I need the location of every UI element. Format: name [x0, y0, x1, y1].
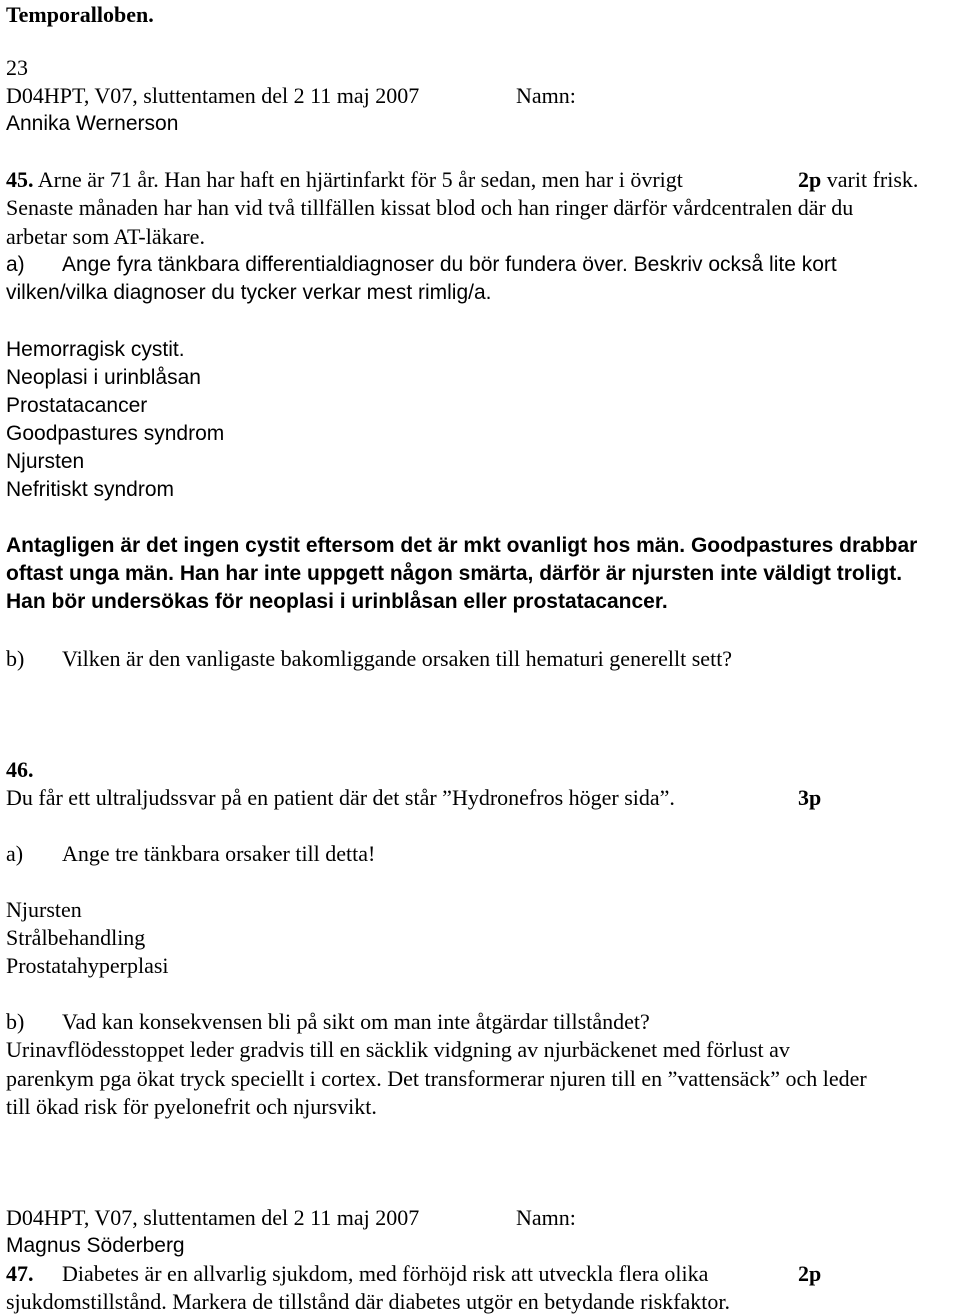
answer-line: Strålbehandling [6, 925, 146, 950]
author-name: Magnus Söderberg [6, 1234, 185, 1257]
q45a-text: Ange fyra tänkbara differentialdiagnoser du bör fundera över. Beskriv också lite kort [62, 253, 837, 276]
item-label: b) [6, 646, 25, 671]
q45a-line1 [6, 252, 837, 278]
question-number: 46. [6, 757, 34, 782]
answer-line: Hemorragisk cystit. [6, 338, 185, 361]
q45-line3: arbetar som AT-läkare. [6, 224, 205, 249]
temporalloben-line: Temporalloben. [6, 2, 154, 27]
answer-line: Njursten [6, 897, 82, 922]
exam-header-1 [6, 83, 576, 109]
q47-text: Diabetes är en allvarlig sjukdom, med förhöjd risk att utveckla flera olika [62, 1261, 709, 1286]
q45-points-wrap [798, 167, 918, 193]
q46-line [6, 785, 822, 811]
page-number: 23 [6, 55, 28, 80]
item-label: b) [6, 1009, 25, 1034]
points-badge: 2p [798, 1261, 822, 1286]
q45-text: Arne är 71 år. Han har haft en hjärtinfarkt för 5 år sedan, men har i övrigt [37, 167, 683, 192]
answer-line: Goodpastures syndrom [6, 422, 225, 445]
answer-line: Nefritiskt syndrom [6, 478, 175, 501]
q46a-text: Ange tre tänkbara orsaker till detta! [62, 841, 376, 866]
conclusion-line: Antagligen är det ingen cystit eftersom det är mkt ovanligt hos män. Goodpastures drabbar [6, 534, 918, 557]
q46b-line [6, 1009, 650, 1035]
answer-line: Neoplasi i urinblåsan [6, 366, 201, 389]
answer-paragraph-line: till ökad risk för pyelonefrit och njursvikt. [6, 1094, 377, 1119]
question-number: 45. [6, 167, 34, 192]
q45b-line [6, 646, 732, 672]
q45b-text: Vilken är den vanligaste bakomliggande orsaken till hematuri generellt sett? [62, 646, 733, 671]
q45-line1 [6, 167, 919, 193]
conclusion-line: oftast unga män. Han har inte uppgett någon smärta, därför är njursten inte väldigt troligt. [6, 562, 903, 585]
q45a-line2: vilken/vilka diagnoser du tycker verkar mest rimlig/a. [6, 281, 492, 304]
namn-label: Namn: [516, 83, 576, 108]
q45-line2: Senaste månaden har han vid två tillfällen kissat blod och han ringer därför vårdcentralen där du [6, 195, 854, 220]
course-line: D04HPT, V07, sluttentamen del 2 11 maj 2007 [6, 83, 420, 108]
q46-text: Du får ett ultraljudssvar på en patient där det står ”Hydronefros höger sida”. [6, 785, 675, 810]
answer-line: Njursten [6, 450, 85, 473]
exam-header-2 [6, 1205, 576, 1231]
namn-label: Namn: [516, 1205, 576, 1230]
q47-line1 [6, 1261, 822, 1287]
points-badge: 3p [798, 785, 822, 810]
q45-text-end: varit frisk. [826, 167, 919, 192]
question-number: 47. [6, 1261, 34, 1286]
q46b-text: Vad kan konsekvensen bli på sikt om man inte åtgärdar tillståndet? [62, 1009, 650, 1034]
answer-line: Prostatacancer [6, 394, 148, 417]
item-label: a) [6, 253, 25, 276]
q47-line2: sjukdomstillstånd. Markera de tillstånd där diabetes utgör en betydande riskfaktor. [6, 1289, 730, 1314]
points-badge: 2p [798, 167, 822, 192]
course-line: D04HPT, V07, sluttentamen del 2 11 maj 2007 [6, 1205, 420, 1230]
conclusion-line: Han bör undersökas för neoplasi i urinblåsan eller prostatacancer. [6, 590, 668, 613]
answer-line: Prostatahyperplasi [6, 953, 169, 978]
answer-paragraph-line: Urinavflödesstoppet leder gradvis till en säcklik vidgning av njurbäckenet med förlust av [6, 1037, 790, 1062]
answer-paragraph-line: parenkym pga ökat tryck speciellt i cortex. Det transformerar njuren till en ”vattensäck” och leder [6, 1066, 867, 1091]
item-label: a) [6, 841, 24, 866]
q46a-line [6, 841, 375, 867]
author-name: Annika Wernerson [6, 112, 179, 135]
